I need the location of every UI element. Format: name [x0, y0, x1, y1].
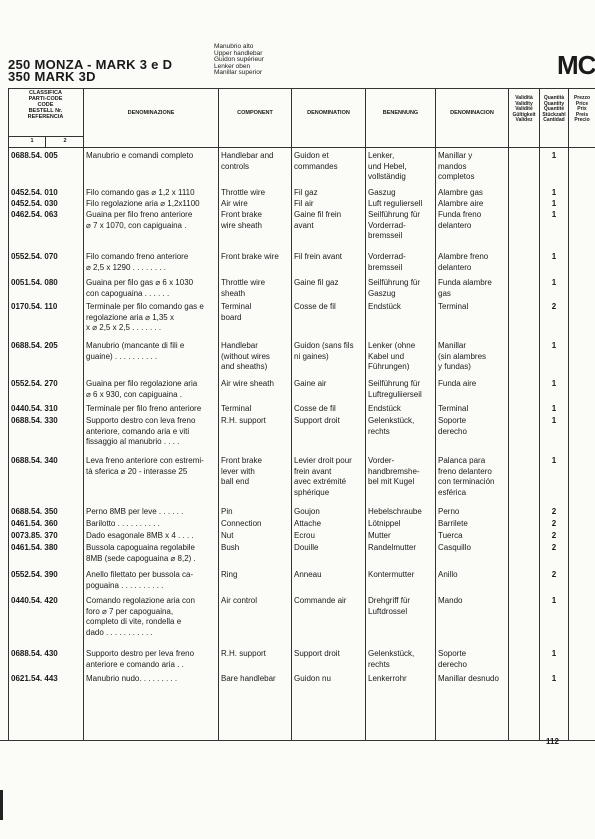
part-desc-es: con terminación	[438, 477, 495, 486]
part-desc-de: Gaszug	[368, 288, 396, 298]
part-desc-en: Air wire	[221, 199, 248, 208]
model-title-line2: 350 MARK 3D	[8, 69, 96, 84]
part-quantity: 1	[551, 210, 557, 219]
part-desc-en: Handlebar and	[221, 151, 274, 160]
part-code: 0552.54. 270	[11, 379, 58, 388]
part-desc-de: Mutter	[368, 531, 391, 540]
part-desc-fr: Fil air	[294, 199, 314, 208]
part-quantity: 1	[551, 188, 557, 197]
part-desc-de: Vorder-	[368, 456, 395, 465]
part-desc-de: Lötnippel	[368, 519, 401, 528]
part-desc-es: Casquillo	[438, 543, 471, 552]
col-header-denominazione: DENOMINAZIONE	[127, 110, 175, 116]
part-desc-de: Vorderrad-	[368, 220, 406, 230]
part-desc-de: vollständig	[368, 172, 406, 181]
part-code: 0051.54. 080	[11, 278, 58, 287]
part-desc-it: Guaina per filo freno anteriore	[86, 210, 193, 219]
part-desc-de: Führungen)	[368, 362, 410, 371]
part-code: 0688.54. 205	[11, 341, 58, 350]
part-desc-es: freno delantero	[438, 466, 492, 476]
part-quantity: 1	[551, 379, 557, 388]
part-desc-es: derecho	[438, 659, 467, 669]
col-header-benennung: BENENNUNG	[382, 110, 419, 116]
part-desc-en: (without wires	[221, 351, 270, 361]
part-desc-it: 8MB (sede capoguaina ⌀ 8,2) .	[86, 553, 196, 563]
col-header-price: Prezzo Price Prix Preis Precio	[573, 95, 591, 123]
part-desc-it: x ⌀ 2,5 x 2,5 . . . . . . .	[86, 323, 162, 332]
part-desc-de: rechts	[368, 426, 390, 436]
part-desc-de: Lenkerrohr	[368, 674, 407, 683]
part-desc-es: Barrilete	[438, 519, 468, 528]
part-desc-de: Kabel und	[368, 351, 405, 361]
part-desc-fr: ni gaines)	[294, 351, 329, 361]
part-desc-fr: Fil gaz	[294, 188, 318, 197]
part-desc-es: Alambre freno	[438, 252, 489, 261]
col-header-code: CLASSIFICA PARTI-CODE CODE BESTELL Nr. REFERENCIA	[27, 90, 64, 120]
part-desc-es: Terminal	[438, 302, 469, 311]
part-quantity: 2	[551, 519, 557, 528]
part-desc-es: completos	[438, 172, 475, 181]
part-desc-it: dado . . . . . . . . . . .	[86, 627, 153, 637]
part-code: 0621.54. 443	[11, 674, 58, 683]
part-code: 0440.54. 420	[11, 596, 58, 605]
part-code: 0552.54. 390	[11, 570, 58, 579]
part-desc-it: Manubrio e comandi completo	[86, 151, 194, 160]
part-quantity: 1	[551, 278, 557, 287]
part-desc-de: bremsseil	[368, 262, 403, 272]
part-desc-it: con capoguaina . . . . . .	[86, 288, 170, 298]
part-desc-es: Funda aire	[438, 379, 477, 388]
part-desc-fr: Cosse de fil	[294, 404, 336, 413]
part-code: 0452.54. 010	[11, 188, 58, 197]
part-desc-en: wire sheath	[221, 220, 262, 230]
part-desc-it: guaine) . . . . . . . . . .	[86, 351, 158, 361]
part-desc-en: Pin	[221, 507, 233, 516]
part-desc-de: handbremshe-	[368, 466, 420, 476]
part-desc-it: Dado esagonale 8MB x 4 . . . .	[86, 531, 194, 540]
col-header-component: COMPONENT	[237, 110, 273, 116]
part-desc-fr: Cosse de fil	[294, 302, 336, 311]
part-desc-es: delantero	[438, 262, 472, 272]
part-desc-de: Seilführung für	[368, 278, 421, 287]
part-desc-en: Connection	[221, 519, 262, 528]
part-desc-it: Terminale per filo comando gas e	[86, 302, 204, 311]
part-desc-it: anteriore e comando aria . .	[86, 659, 184, 669]
part-desc-it: Manubrio nudo. . . . . . . . .	[86, 674, 178, 683]
part-desc-en: lever with	[221, 466, 255, 476]
part-desc-es: Manillar y	[438, 151, 473, 160]
part-desc-de: Kontermutter	[368, 570, 415, 579]
part-desc-es: Tuerca	[438, 531, 463, 540]
part-code: 0688.54. 330	[11, 416, 58, 425]
part-desc-it: foro ⌀ 7 per capoguaina,	[86, 606, 174, 616]
part-desc-es: Perno	[438, 507, 460, 516]
part-desc-es: Terminal	[438, 404, 469, 413]
part-code: 0552.54. 070	[11, 252, 58, 261]
part-desc-it: Guaina per filo regolazione aria	[86, 379, 198, 388]
part-desc-de: Endstück	[368, 302, 401, 311]
part-desc-es: Manillar desnudo	[438, 674, 499, 683]
part-desc-en: Bare handlebar	[221, 674, 276, 683]
part-desc-es: (sin alambres	[438, 351, 487, 361]
part-desc-fr: Goujon	[294, 507, 320, 516]
part-desc-de: Drehgriff für	[368, 596, 411, 605]
part-code: 0452.54. 030	[11, 199, 58, 208]
part-desc-it: completo di vite, rondella e	[86, 617, 182, 626]
part-code: 0688.54. 350	[11, 507, 58, 516]
part-desc-it: poguaina . . . . . . . . . .	[86, 580, 164, 590]
col-header-quantity: Quantità Quantity Quantité Stückzahl Cantidad	[542, 95, 566, 123]
part-desc-fr: Guidon nu	[294, 674, 331, 683]
part-desc-de: bremsseil	[368, 231, 403, 240]
part-desc-en: Front brake	[221, 456, 262, 465]
part-desc-de: Luftreguliierseil	[368, 389, 422, 399]
part-desc-it: Leva freno anteriore con estremi-	[86, 456, 204, 465]
part-desc-es: derecho	[438, 426, 467, 436]
part-desc-en: Terminal	[221, 302, 252, 311]
part-desc-de: Gelenkstück,	[368, 416, 415, 425]
part-desc-en: Air control	[221, 596, 258, 605]
part-desc-fr: Gaine fil frein	[294, 210, 342, 219]
part-desc-de: rechts	[368, 659, 390, 669]
part-desc-de: Randelmutter	[368, 543, 417, 552]
part-desc-de: Gelenkstück,	[368, 649, 415, 658]
part-desc-it: Supporto destro con leva freno	[86, 416, 196, 425]
part-code: 0170.54. 110	[11, 302, 58, 311]
part-desc-en: controls	[221, 161, 250, 171]
part-quantity: 2	[551, 531, 557, 540]
part-desc-en: Air wire sheath	[221, 379, 274, 388]
part-desc-es: gas	[438, 288, 451, 298]
part-quantity: 2	[551, 543, 557, 552]
part-quantity: 1	[551, 404, 557, 413]
part-desc-en: Handlebar	[221, 341, 258, 350]
part-code: 0073.85. 370	[11, 531, 58, 540]
part-desc-it: Perno 8MB per leve . . . . . .	[86, 507, 184, 516]
part-desc-es: esférica	[438, 487, 467, 497]
part-desc-fr: sphérique	[294, 487, 330, 497]
part-desc-fr: Ecrou	[294, 531, 315, 540]
part-desc-de: Lenker (ohne	[368, 341, 416, 350]
col-header-validity: Validità Validity Validité Gültigkeit Validez	[512, 95, 536, 123]
part-code: 0688.54. 340	[11, 456, 58, 465]
brand-logo-text: MC	[557, 50, 595, 80]
part-desc-it: tà sferica ⌀ 20 - interasse 25	[86, 466, 188, 476]
part-desc-it: Comando regolazione aria con	[86, 596, 195, 605]
part-code: 0462.54. 063	[11, 210, 58, 219]
part-quantity: 1	[551, 341, 557, 350]
part-desc-fr: Anneau	[294, 570, 322, 579]
part-desc-fr: Attache	[294, 519, 322, 528]
part-desc-es: delantero	[438, 220, 472, 230]
part-desc-en: Ring	[221, 570, 238, 579]
part-code: 0688.54. 005	[11, 151, 58, 160]
part-desc-en: sheath	[221, 288, 246, 298]
part-desc-de: und Hebel,	[368, 161, 407, 171]
part-desc-es: Manillar	[438, 341, 467, 350]
part-code: 0461.54. 380	[11, 543, 58, 552]
part-desc-en: R.H. support	[221, 649, 266, 658]
part-code: 0688.54. 430	[11, 649, 58, 658]
part-quantity: 1	[551, 456, 557, 465]
part-code: 0461.54. 360	[11, 519, 58, 528]
part-desc-fr: Levier droit pour	[294, 456, 352, 465]
part-desc-it: Filo comando gas ⌀ 1,2 x 1110	[86, 188, 195, 197]
part-desc-it: regolazione aria ⌀ 1,35 x	[86, 312, 174, 322]
part-desc-es: Soporte	[438, 649, 467, 658]
part-desc-es: Anillo	[438, 570, 458, 579]
footer-rule	[0, 740, 595, 741]
part-desc-de: Gaszug	[368, 188, 396, 197]
part-desc-es: Alambre aire	[438, 199, 484, 208]
part-desc-de: bel mit Kugel	[368, 477, 415, 486]
part-desc-it: Bussola capoguaina regolabile	[86, 543, 195, 552]
part-quantity: 1	[551, 649, 557, 658]
part-quantity: 2	[551, 507, 557, 516]
col-header-denominacion: DENOMINACION	[450, 110, 494, 116]
part-desc-es: Funda freno	[438, 210, 482, 219]
part-quantity: 2	[551, 302, 557, 311]
part-desc-es: Palanca para	[438, 456, 486, 465]
part-desc-en: R.H. support	[221, 416, 266, 425]
part-desc-it: Barilotto . . . . . . . . . .	[86, 519, 160, 528]
part-desc-es: Alambre gas	[438, 188, 483, 197]
binding-mark	[0, 790, 3, 820]
part-quantity: 1	[551, 151, 557, 160]
part-desc-it: Filo comando freno anteriore	[86, 252, 189, 261]
part-desc-it: anteriore, comando aria e viti	[86, 426, 190, 436]
part-desc-fr: Support droit	[294, 416, 340, 425]
part-desc-fr: frein avant	[294, 466, 332, 476]
part-desc-fr: Gaine fil gaz	[294, 278, 339, 287]
part-desc-de: Vorderrad-	[368, 252, 406, 261]
part-desc-it: ⌀ 6 x 930, con capiguaina .	[86, 389, 182, 399]
part-desc-es: mandos	[438, 161, 467, 171]
part-quantity: 1	[551, 596, 557, 605]
part-desc-en: and sheaths)	[221, 362, 268, 371]
part-desc-de: Seilführung für	[368, 210, 421, 219]
part-desc-en: board	[221, 312, 242, 322]
part-desc-en: Throttle wire	[221, 188, 266, 197]
part-desc-it: Anello filettato per bussola ca-	[86, 570, 194, 579]
part-desc-it: Filo regolazione aria ⌀ 1,2x1100	[86, 199, 200, 208]
part-desc-fr: Douille	[294, 543, 319, 552]
part-quantity: 1	[551, 674, 557, 683]
part-desc-de: Lenker,	[368, 151, 395, 160]
part-desc-en: Bush	[221, 543, 240, 552]
part-desc-en: Nut	[221, 531, 234, 540]
part-desc-it: Manubrio (mancante di fili e	[86, 341, 185, 350]
part-desc-de: Luft reguliersell	[368, 199, 423, 208]
col-header-denomination: DENOMINATION	[307, 110, 350, 116]
part-desc-es: Funda alambre	[438, 278, 492, 287]
col-header-code-sub-1: 1	[30, 138, 34, 144]
part-desc-de: Seilführung für	[368, 379, 421, 388]
part-desc-fr: commandes	[294, 161, 338, 171]
part-desc-en: Front brake	[221, 210, 262, 219]
part-desc-en: Front brake wire	[221, 252, 279, 261]
part-code: 0440.54. 310	[11, 404, 58, 413]
part-desc-es: y fundas)	[438, 362, 471, 371]
part-desc-es: Soporte	[438, 416, 467, 425]
part-desc-de: Luftdrossel	[368, 606, 408, 616]
part-quantity: 1	[551, 199, 557, 208]
part-quantity: 1	[551, 416, 557, 425]
part-desc-es: Mando	[438, 596, 463, 605]
part-desc-de: Hebelschraube	[368, 507, 422, 516]
part-desc-it: Supporto destro per leva freno	[86, 649, 195, 658]
section-subtitle: Manubrio alto Upper handlebar Guidon supérieur Lenker oben Manillar superior	[214, 43, 264, 76]
part-desc-it: ⌀ 2,5 x 1290 . . . . . . . .	[86, 262, 166, 272]
part-desc-en: Terminal	[221, 404, 252, 413]
part-desc-it: Terminale per filo freno anteriore	[86, 404, 202, 413]
part-desc-en: ball end	[221, 477, 250, 486]
part-desc-de: Endstück	[368, 404, 401, 413]
part-quantity: 1	[551, 252, 557, 261]
part-desc-fr: avec extrémité	[294, 477, 347, 486]
part-quantity: 2	[551, 570, 557, 579]
part-desc-fr: Support droit	[294, 649, 340, 658]
part-desc-fr: Commande air	[294, 596, 347, 605]
page-number: 112	[546, 737, 559, 746]
part-desc-fr: Guidon (sans fils	[294, 341, 354, 350]
col-header-code-sub-2: 2	[63, 138, 67, 144]
part-desc-fr: Fil frein avant	[294, 252, 343, 261]
part-desc-it: fissaggio al manubrio . . . .	[86, 437, 180, 446]
part-desc-en: Throttle wire	[221, 278, 266, 287]
part-desc-it: Guaina per filo gas ⌀ 6 x 1030	[86, 278, 194, 287]
part-desc-fr: Guidon et	[294, 151, 329, 160]
part-desc-fr: avant	[294, 220, 314, 230]
model-title-line1: 250 MONZA - MARK 3 e D	[8, 57, 173, 72]
part-desc-it: ⌀ 7 x 1070, con capiguaina .	[86, 220, 187, 230]
part-desc-fr: Gaine air	[294, 379, 327, 388]
